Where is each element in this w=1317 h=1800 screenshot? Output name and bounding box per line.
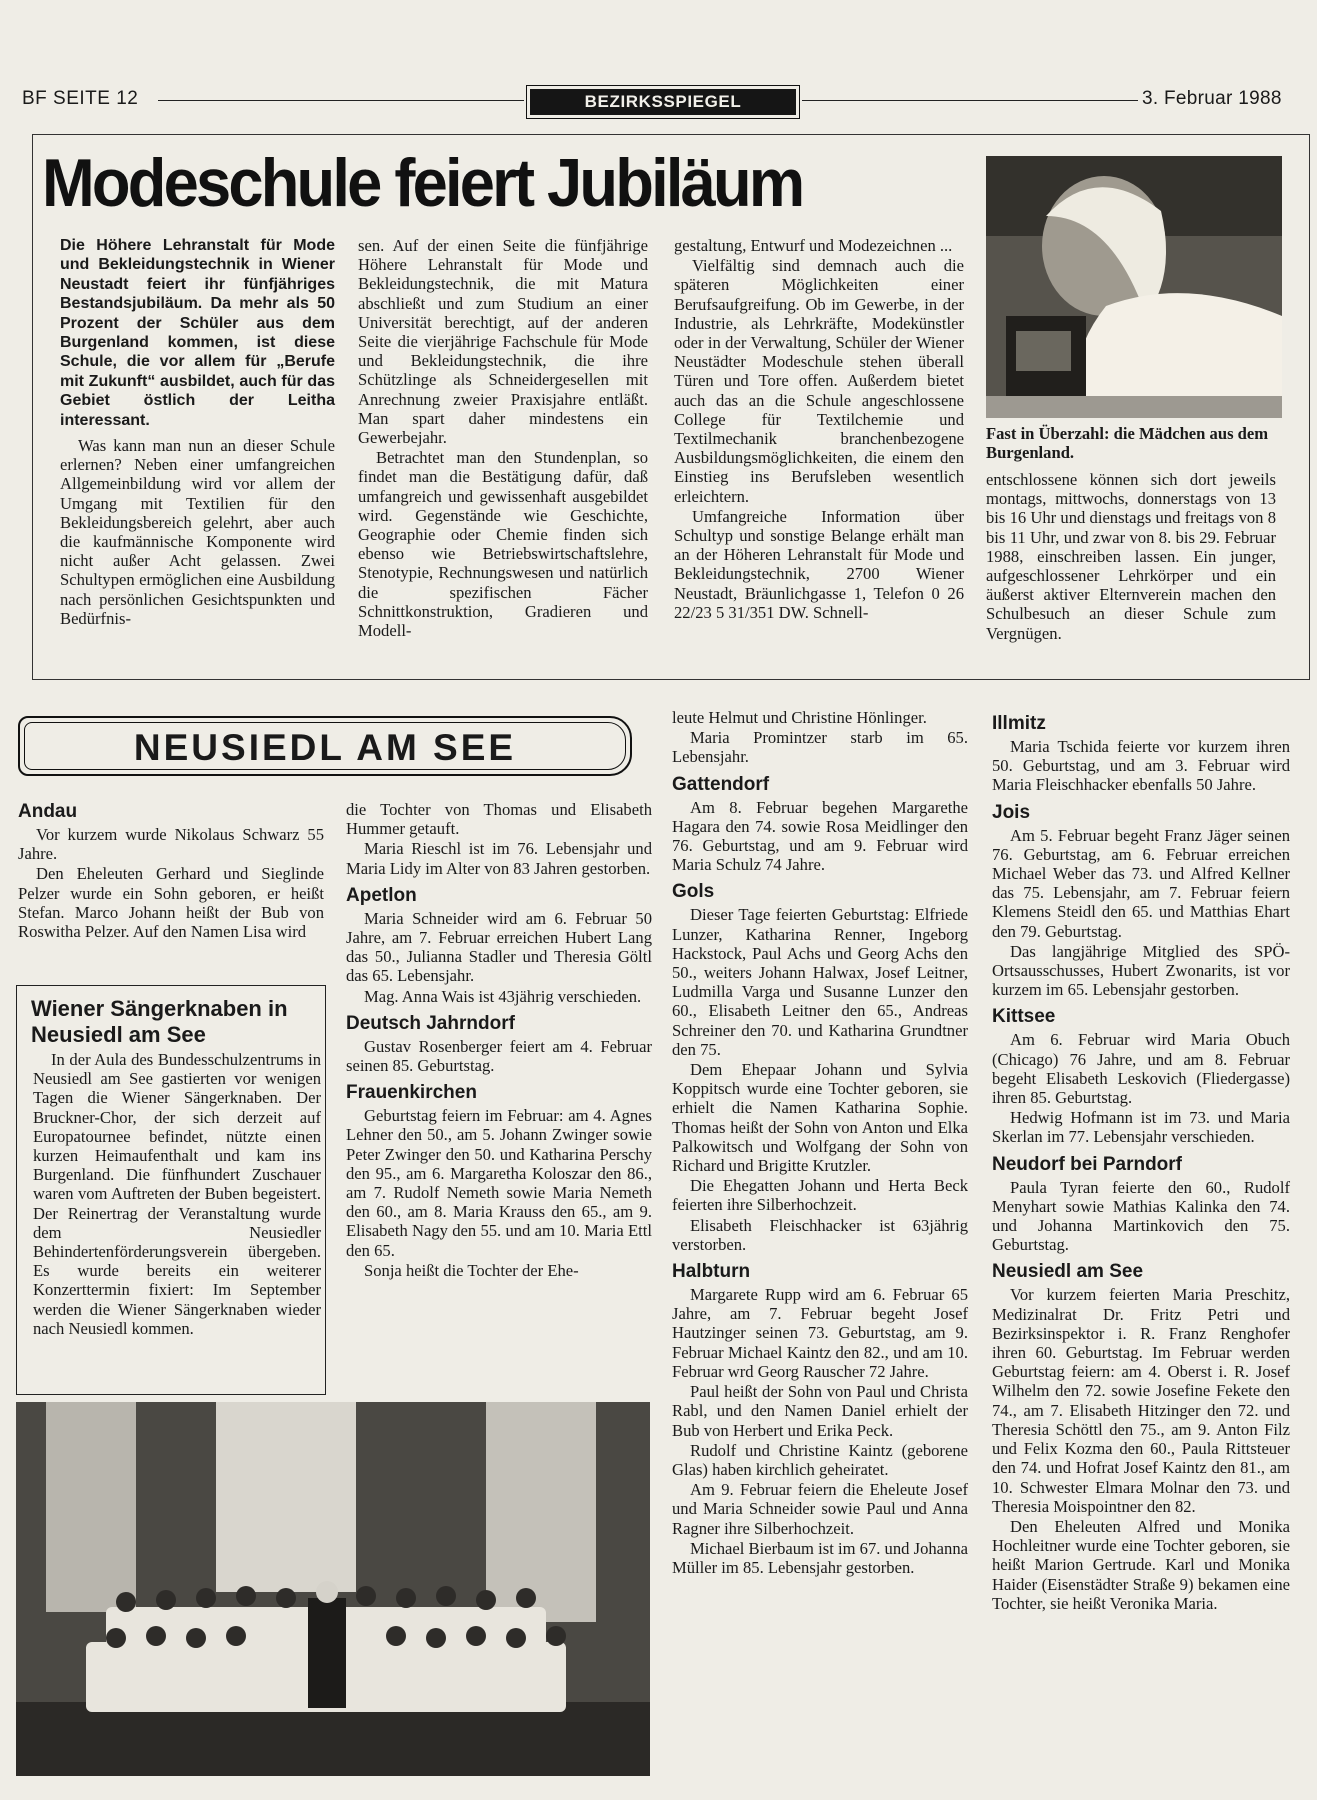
district-column-3 xyxy=(672,708,968,1578)
choir-photo xyxy=(16,1402,650,1776)
article-paragraph: Betrachtet man den Stundenplan, so findet man die Bestätigung dafür, daß umfangreich und gewissenhaft ausgebildet wird. Gegenstände wie Geschichte, Geographie oder Chemie finden sich ebenso wie Betriebswirtschaftslehre, Stenotypie, Rechnungswesen und natürlich die spezifischen Fächer Schnittkonstruktion, Gradieren und Modell- xyxy=(358,448,648,641)
section-heading-illmitz: Illmitz xyxy=(992,713,1046,734)
saengerknaben-box xyxy=(16,985,326,1395)
article-paragraph: Was kann man nun an dieser Schule erlernen? Neben einer umfangreichen Allgemeinbildung wird vor allem der Umgang mit Textilien für den Bekleidungsbereich gelehrt, aber auch die kaufmännische Komponente wird nicht außer Acht gelassen. Zwei Schultypen ermöglichen eine Ausbildung nach persönlichen Gesichtspunkten und Bedürfnis- xyxy=(60,436,335,628)
district-banner-title: NEUSIEDL AM SEE xyxy=(133,727,517,768)
saengerknaben-body xyxy=(33,1050,321,1339)
news-paragraph: Maria Promintzer starb im 65. Lebensjahr. xyxy=(672,728,968,767)
news-paragraph: Geburtstag feiern im Februar: am 4. Agnes Lehner den 50., am 5. Johann Zwinger sowie Peter Zwinger den 50. und Katharina Perschy den 95., am 6. Margaretha Koloszar den 86., am 7. Rudolf Nemeth sowie Maria Nemeth den 60., am 8. Maria Krauss den 65., am 9. Elisabeth Nagy den 55. und am 10. Maria Ettl den 65. xyxy=(346,1106,652,1260)
section-label xyxy=(526,85,800,119)
district-column-4 xyxy=(992,712,1290,1614)
section-heading-gols: Gols xyxy=(672,881,715,903)
news-paragraph: Den Eheleuten Gerhard und Sieglinde Pelzer wurde ein Sohn geboren, er heißt Stefan. Marco Johann heißt der Bub von Roswitha Pelzer. Auf den Namen Lisa wird xyxy=(18,864,324,942)
news-paragraph: Rudolf und Christine Kaintz (geborene Glas) haben kirchlich geheiratet. xyxy=(672,1440,968,1479)
news-paragraph: Michael Bierbaum ist im 67. und Johanna Müller im 85. Lebensjahr gestorben. xyxy=(672,1538,968,1577)
news-paragraph: Dieser Tage feierten Geburtstag: Elfriede Lunzer, Katharina Renner, Ingeborg Hackstock, Paul Achs und Georg Achs den 50., weiters Johann Halwax, Josef Leitner, Ludmilla Varga und Susanne Lunzer den 60., Elisabeth Leitner den 65., Andreas Schreiner den 70. und Katharina Grundtner den 75. xyxy=(672,905,968,1059)
news-paragraph: Mag. Anna Wais ist 43jährig verschieden. xyxy=(364,986,642,1006)
news-paragraph: Vor kurzem feierten Maria Preschitz, Medizinalrat Dr. Fritz Petri und Bezirksinspektor i. R. Franz Renghofer ihren 60. Geburtstag. Im Februar werden Geburtstag feiern: am 4. Oberst i. R. Josef Wilhelm den 72. sowie Josefine Fekete den 74., am 7. Elisabeth Hitzinger den 72. und Theresia Schöttl den 75., am 9. Anton Filz und Felix Kozma den 60., Paula Rittsteuer den 74. und Hofrat Josef Kaintz den 81., am 10. Schwester Elmara Molnar den 73. und Theresia Moispointner den 82. xyxy=(992,1285,1290,1516)
section-heading-frauenkirchen: Frauenkirchen xyxy=(346,1082,477,1104)
news-paragraph: Hedwig Hofmann ist im 73. und Maria Skerlan im 77. Lebensjahr verschieden. xyxy=(992,1108,1290,1147)
section-heading-deutsch-jahrndorf: Deutsch Jahrndorf xyxy=(346,1012,515,1034)
choir-illustration xyxy=(16,1402,650,1776)
news-paragraph: Am 9. Februar feiern die Eheleute Josef und Maria Schneider sowie Paul und Anna Ragner ihre Silberhochzeit. xyxy=(672,1480,968,1538)
news-paragraph: Maria Rieschl ist im 76. Lebensjahr und Maria Lidy im Alter von 83 Jahren gestorben. xyxy=(346,839,652,878)
news-paragraph: Maria Tschida feierte vor kurzem ihren 50. Geburtstag, und am 3. Februar wird Maria Fleischhacker ebenfalls 50 Jahre. xyxy=(992,737,1290,795)
section-heading-neusiedl: Neusiedl am See xyxy=(992,1261,1144,1283)
article-photo-student xyxy=(986,156,1282,418)
district-column-1 xyxy=(18,800,324,942)
district-column-2 xyxy=(346,800,652,1281)
news-paragraph: Elisabeth Fleischhacker ist 63jährig verstorben. xyxy=(672,1215,968,1254)
news-paragraph: leute Helmut und Christine Hönlinger. xyxy=(672,708,927,727)
section-label-text: BEZIRKSSPIEGEL xyxy=(530,89,796,115)
district-banner xyxy=(18,716,632,776)
saengerknaben-title: Wiener Sängerknaben in Neusiedl am See xyxy=(31,996,288,1047)
section-heading-halbturn: Halbturn xyxy=(672,1261,751,1283)
news-paragraph: Maria Schneider wird am 6. Februar 50 Jahre, am 7. Februar erreichen Hubert Lang das 50., Julianna Stadler und Theresia Göltl das 65. Lebensjahr. xyxy=(346,908,652,986)
header-rule-right xyxy=(802,100,1138,101)
news-paragraph: Am 8. Februar begehen Margarethe Hagara den 74. sowie Rosa Meidlinger den 76. Geburtstag, und am 9. Februar wird Maria Schulz 74 Jahre. xyxy=(672,797,968,875)
news-paragraph: Paula Tyran feierte den 60., Rudolf Menyhart sowie Mathias Kalinka den 74. und Johanna Martinkovich den 75. Geburtstag. xyxy=(992,1177,1290,1255)
news-paragraph: Margarete Rupp wird am 6. Februar 65 Jahre, am 7. Februar begeht Josef Hautzinger seinen 73. Geburtstag, am 9. Februar Michael Kaintz den 82., und am 10. Februar wrd Georg Rauscher 72 Jahre. xyxy=(672,1285,968,1381)
article-paragraph: Umfangreiche Information über Schultyp und sonstige Belange erhält man an der Höheren Lehranstalt für Mode und Bekleidungstechnik, 2700 Wiener Neustadt, Bräunlichgasse 1, Telefon 0 26 22/23 5 31/351 DW. Schnell- xyxy=(674,506,964,622)
issue-date: 3. Februar 1988 xyxy=(1142,88,1282,109)
section-heading-kittsee: Kittsee xyxy=(992,1006,1056,1028)
section-heading-neudorf: Neudorf bei Parndorf xyxy=(992,1153,1183,1175)
header-rule-left xyxy=(158,100,524,101)
news-paragraph: Am 6. Februar wird Maria Obuch (Chicago) 76 Jahre, und am 8. Februar begeht Elisabeth Leskovich (Fliedergasse) ihren 85. Geburtstag. xyxy=(992,1030,1290,1108)
photo-illustration xyxy=(986,156,1282,418)
article-column-3 xyxy=(674,236,964,623)
news-paragraph: Sonja heißt die Tochter der Ehe- xyxy=(364,1260,579,1280)
article-paragraph: Vielfältig sind demnach auch die späteren Möglichkeiten einer Berufsaufgreifung. Ob im Gewerbe, in der Industrie, als Lehrkräfte, Modekünstler oder in der Verwaltung, Schüler der Wiener Neustädter Modeschule stehen überall Türen und Tore offen. Außerdem bietet auch das an die Schule angeschlossene College für Textilchemie und Textilmechanik branchenbezogene Ausbildungsmöglichkeiten, die einem den Einstieg ins Berufsleben wesentlich erleichtern. xyxy=(674,256,964,506)
article-paragraph: entschlossene können sich dort jeweils montags, mittwochs, donnerstags von 13 bis 16 Uhr und dienstags und freitags von 8 bis 11 Uhr, und zwar von 8. bis 29. Februar 1988, einschreiben lassen. Ein junger, aufgeschlossener Lehrkörper und ein äußerst aktiver Elternverein machen den Schulbesuch an dieser Schule zum Vergnügen. xyxy=(986,470,1276,643)
news-paragraph: Gustav Rosenberger feiert am 4. Februar seinen 85. Geburtstag. xyxy=(346,1036,652,1076)
article-column-4 xyxy=(986,470,1276,644)
news-paragraph: Das langjährige Mitglied des SPÖ-Ortsausschusses, Hubert Zwonarits, ist vor kurzem im 65. Lebensjahr gestorben. xyxy=(992,941,1290,1000)
article-lead: Die Höhere Lehranstalt für Mode und Bekleidungstechnik in Wiener Neustadt feiert ihr fünfjähriges Bestandsjubiläum. Da mehr als 50 Prozent der Schüler aus dem Burgenland kommen, ist diese Schule, die vor allem für „Berufe mit Zukunft“ ausbildet, auch für das Gebiet östlich der Leitha interessant. xyxy=(60,237,335,429)
saengerknaben-text: In der Aula des Bundesschulzentrums in Neusiedl am See gastierten vor wenigen Tagen die Wiener Sängerknaben. Der Bruckner-Chor, der sich derzeit auf Europatournee befindet, nützte einen kurzen Heimaufenthalt und kam ins Burgenland. Die fünfhundert Zuschauer waren vom Auftreten der Buben begeistert. Der Reinertrag der Veranstaltung wurde dem Neusiedler Behindertenförderungsverein übergeben. Es wurde bereits ein weiterer Konzerttermin fixiert: Im September werden die Wiener Sängerknaben wieder nach Neusiedl kommen. xyxy=(33,1050,321,1338)
news-paragraph: Die Ehegatten Johann und Herta Beck feierten ihre Silberhochzeit. xyxy=(672,1176,968,1215)
news-paragraph: Den Eheleuten Alfred und Monika Hochleitner wurde eine Tochter geboren, sie heißt Marion Gertrude. Karl und Monika Haider (Eisenstädter Straße 9) bekamen eine Tochter, sie heißt Veronika Maria. xyxy=(992,1516,1290,1613)
news-paragraph: Am 5. Februar begeht Franz Jäger seinen 76. Geburtstag, am 6. Februar erreichen Michael Weber das 73. und Alfred Kellner das 75. Lebensjahr, am 7. Februar feiern Klemens Steidl den 65. und Matthias Ehart den 79. Geburtstag. xyxy=(992,825,1290,941)
news-paragraph: Dem Ehepaar Johann und Sylvia Koppitsch wurde eine Tochter geboren, sie erhielt die Namen Katharina Sophie. Thomas heißt der Sohn von Anton und Elka Palkowitsch und Wolfgang der Sohn von Richard und Brigitte Krutzler. xyxy=(672,1060,968,1176)
news-paragraph: die Tochter von Thomas und Elisabeth Hummer getauft. xyxy=(346,800,652,839)
news-paragraph: Paul heißt der Sohn von Paul und Christa Rabl, und den Namen Daniel erhielt der Bub von Herbert und Erika Peck. xyxy=(672,1382,968,1440)
article-column-2 xyxy=(358,236,648,641)
article-paragraph: gestaltung, Entwurf und Modezeichnen ... xyxy=(674,236,953,255)
photo-caption: Fast in Überzahl: die Mädchen aus dem Burgenland. xyxy=(986,424,1269,462)
page-number: BF SEITE 12 xyxy=(22,88,139,109)
section-heading-jois: Jois xyxy=(992,801,1031,823)
article-column-1 xyxy=(60,236,335,629)
section-heading-apetlon: Apetlon xyxy=(346,884,417,906)
section-heading-andau: Andau xyxy=(18,801,78,822)
news-paragraph: Vor kurzem wurde Nikolaus Schwarz 55 Jahre. xyxy=(18,825,324,864)
article-paragraph: sen. Auf der einen Seite die fünfjährige Höhere Lehranstalt für Mode und Bekleidungstechnik, die mit Matura abschließt und zum Studium an einer Universität berechtigt, auf der anderen Seite die vierjährige Fachschule für Mode und Bekleidungstechnik, die ihre Schützlinge als Schneidergesellen mit Anrechnung zweier Praxisjahre entläßt. Man spart daher mindestens ein Gewerbejahr. xyxy=(358,236,648,448)
article-headline: Modeschule feiert Jubiläum xyxy=(42,145,803,221)
section-heading-gattendorf: Gattendorf xyxy=(672,773,770,795)
